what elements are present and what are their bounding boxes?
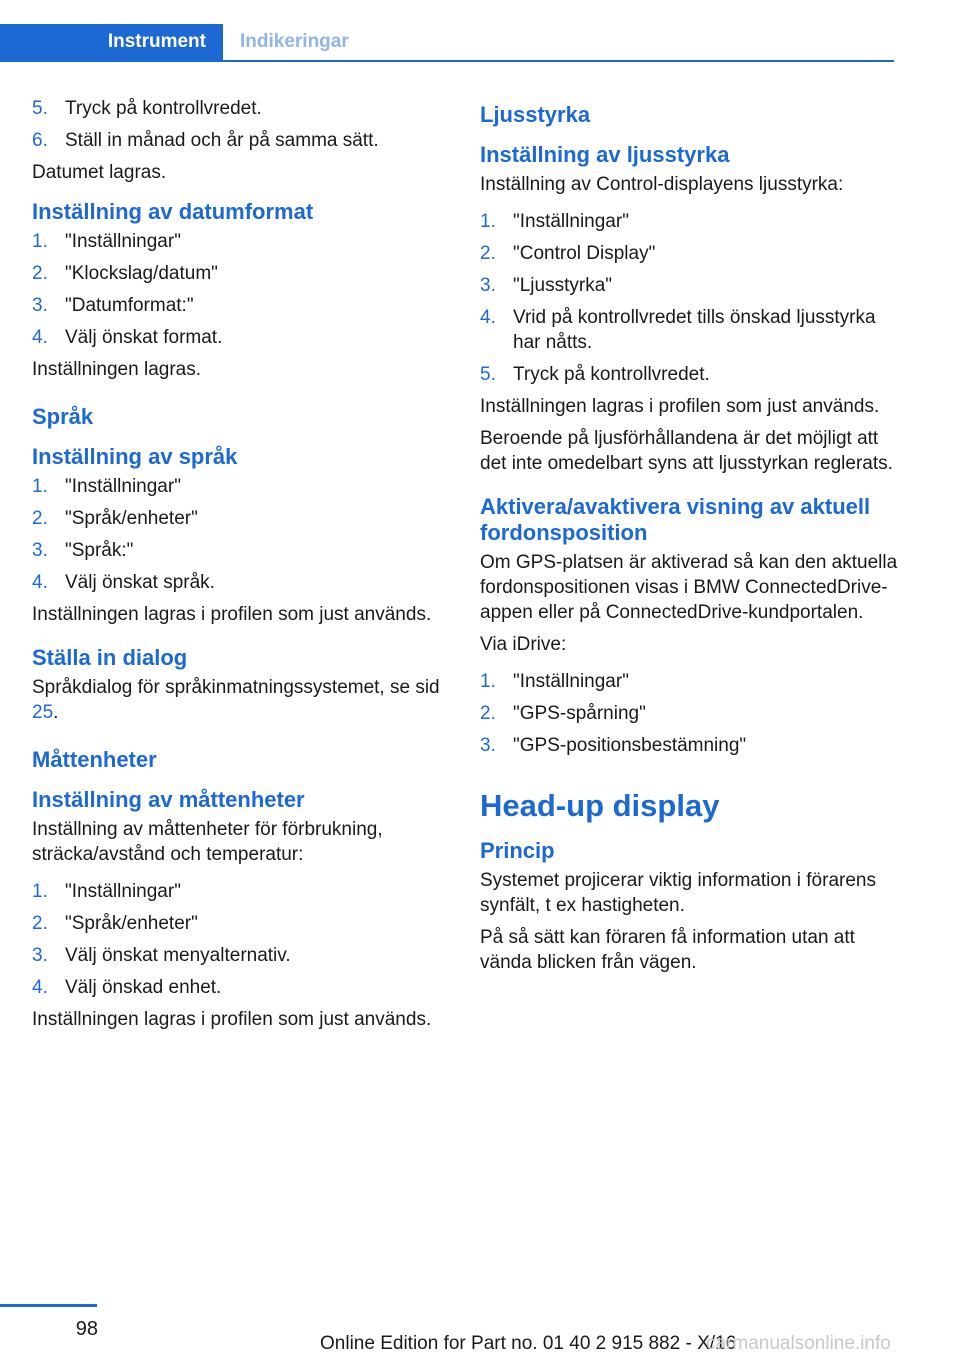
ljusstyrka-result: Inställningen lagras i profilen som just används.: [480, 396, 880, 417]
right-column: [480, 96, 900, 982]
dialog-text-end: .: [53, 702, 59, 723]
ljusstyrka-note: Beroende på ljusförhållandena är det möjligt att det inte omedelbart syns att ljusstyrkan reglerats.: [480, 428, 893, 474]
step-text: Ställ in månad och år på samma sätt.: [65, 130, 379, 151]
sprak-subheading: Inställning av språk: [32, 444, 238, 469]
page-header: [0, 24, 894, 62]
ljusstyrka-steps: [480, 209, 900, 387]
step-text: "Inställningar": [513, 211, 629, 232]
step-text: Välj önskat språk.: [65, 572, 215, 593]
list-item: [32, 293, 452, 318]
step-text: "Inställningar": [65, 881, 181, 902]
tab-instrument[interactable]: [0, 24, 223, 60]
hud-paragraph-2: På så sätt kan föraren få information utan att vända blicken från vägen.: [480, 927, 855, 973]
step-text: "Inställningar": [65, 476, 181, 497]
step-number: 5.: [480, 364, 496, 385]
step-number: 3.: [32, 945, 48, 966]
step-number: 3.: [32, 295, 48, 316]
ljusstyrka-subheading: Inställning av ljusstyrka: [480, 142, 730, 167]
edition-text: Online Edition for Part no. 01 40 2 915 882 - X/16: [320, 1333, 737, 1354]
list-item: [32, 975, 452, 1000]
watermark: carmanualsonline.info: [706, 1333, 891, 1354]
gps-via: Via iDrive:: [480, 634, 567, 655]
step-number: 4.: [480, 307, 496, 328]
step-number: 1.: [32, 881, 48, 902]
list-item: [32, 943, 452, 968]
step-number: 1.: [32, 476, 48, 497]
step-text: "Control Display": [513, 243, 656, 264]
step-text: Välj önskat format.: [65, 327, 223, 348]
list-item: [480, 701, 900, 726]
gps-heading: Aktivera/avaktivera visning av aktuell fordonsposition: [480, 494, 871, 545]
ljusstyrka-heading: Ljusstyrka: [480, 102, 591, 127]
sprak-steps: [32, 474, 452, 595]
list-item: [32, 879, 452, 904]
list-item: [32, 128, 452, 153]
page-number: 98: [75, 1318, 98, 1340]
list-item: [480, 273, 900, 298]
header-divider: [0, 60, 894, 62]
sprak-result: Inställningen lagras i profilen som just används.: [32, 604, 432, 625]
list-item: [32, 474, 452, 499]
step-text: "GPS-positionsbestämning": [513, 735, 747, 756]
step-number: 2.: [32, 508, 48, 529]
intro-result: Datumet lagras.: [32, 162, 167, 183]
step-text: "Inställningar": [513, 671, 629, 692]
mattenheter-result: Inställningen lagras i profilen som just används.: [32, 1009, 432, 1030]
intro-steps: [32, 96, 452, 153]
step-number: 2.: [32, 913, 48, 934]
step-number: 4.: [32, 977, 48, 998]
list-item: [480, 305, 900, 355]
tab-indikeringar[interactable]: [240, 24, 349, 60]
dialog-text-body: Språkdialog för språkinmatningssystemet, se sid: [32, 677, 440, 698]
step-number: 1.: [480, 211, 496, 232]
step-text: "Språk/enheter": [65, 913, 198, 934]
step-number: 5.: [32, 98, 48, 119]
sprak-heading: Språk: [32, 404, 94, 429]
gps-steps: [480, 669, 900, 758]
list-item: [32, 570, 452, 595]
mattenheter-heading: Måttenheter: [32, 747, 157, 772]
step-text: "Språk:": [65, 540, 134, 561]
step-text: "Klockslag/datum": [65, 263, 218, 284]
datumformat-heading: Inställning av datumformat: [32, 199, 314, 224]
list-item: [32, 911, 452, 936]
list-item: [480, 241, 900, 266]
step-text: "Ljusstyrka": [513, 275, 613, 296]
list-item: [32, 538, 452, 563]
step-number: 6.: [32, 130, 48, 151]
step-text: "Språk/enheter": [65, 508, 198, 529]
footer-divider: [0, 1304, 97, 1307]
step-number: 3.: [480, 275, 496, 296]
left-column: [32, 96, 452, 1039]
list-item: [32, 325, 452, 350]
step-number: 2.: [32, 263, 48, 284]
gps-text: Om GPS-platsen är aktiverad så kan den aktuella fordonspositionen visas i BMW ConnectedDrive-appen eller på ConnectedDrive-kundportalen.: [480, 552, 898, 623]
list-item: [32, 96, 452, 121]
mattenheter-intro: Inställning av måttenheter för förbrukning, sträcka/avstånd och temperatur:: [32, 819, 383, 865]
mattenheter-subheading: Inställning av måttenheter: [32, 787, 305, 812]
tab-indikeringar-label: Indikeringar: [240, 31, 349, 52]
step-number: 4.: [32, 572, 48, 593]
step-text: Välj önskat menyalternativ.: [65, 945, 291, 966]
step-text: Tryck på kontrollvredet.: [513, 364, 710, 385]
step-text: Tryck på kontrollvredet.: [65, 98, 262, 119]
dialog-text: [32, 675, 452, 725]
list-item: [480, 733, 900, 758]
list-item: [32, 229, 452, 254]
step-number: 4.: [32, 327, 48, 348]
hud-subheading: Princip: [480, 838, 555, 863]
step-text: "Datumformat:": [65, 295, 194, 316]
step-number: 1.: [32, 231, 48, 252]
step-number: 1.: [480, 671, 496, 692]
step-text: Välj önskad enhet.: [65, 977, 222, 998]
datumformat-result: Inställningen lagras.: [32, 359, 201, 380]
step-number: 3.: [32, 540, 48, 561]
ljusstyrka-intro: Inställning av Control-displayens ljusstyrka:: [480, 174, 844, 195]
step-text: "GPS-spårning": [513, 703, 646, 724]
list-item: [480, 669, 900, 694]
tab-instrument-label: Instrument: [107, 31, 206, 52]
step-text: Vrid på kontrollvredet tills önskad ljusstyrka har nåtts.: [513, 307, 876, 353]
step-text: "Inställningar": [65, 231, 181, 252]
datumformat-steps: [32, 229, 452, 350]
dialog-heading: Ställa in dialog: [32, 645, 188, 670]
list-item: [480, 209, 900, 234]
list-item: [32, 261, 452, 286]
page-link[interactable]: 25: [32, 702, 54, 723]
step-number: 3.: [480, 735, 496, 756]
hud-heading: Head-up display: [480, 788, 720, 823]
mattenheter-steps: [32, 879, 452, 1000]
step-number: 2.: [480, 703, 496, 724]
hud-paragraph-1: Systemet projicerar viktig information i förarens synfält, t ex hastigheten.: [480, 870, 876, 916]
list-item: [32, 506, 452, 531]
step-number: 2.: [480, 243, 496, 264]
list-item: [480, 362, 900, 387]
